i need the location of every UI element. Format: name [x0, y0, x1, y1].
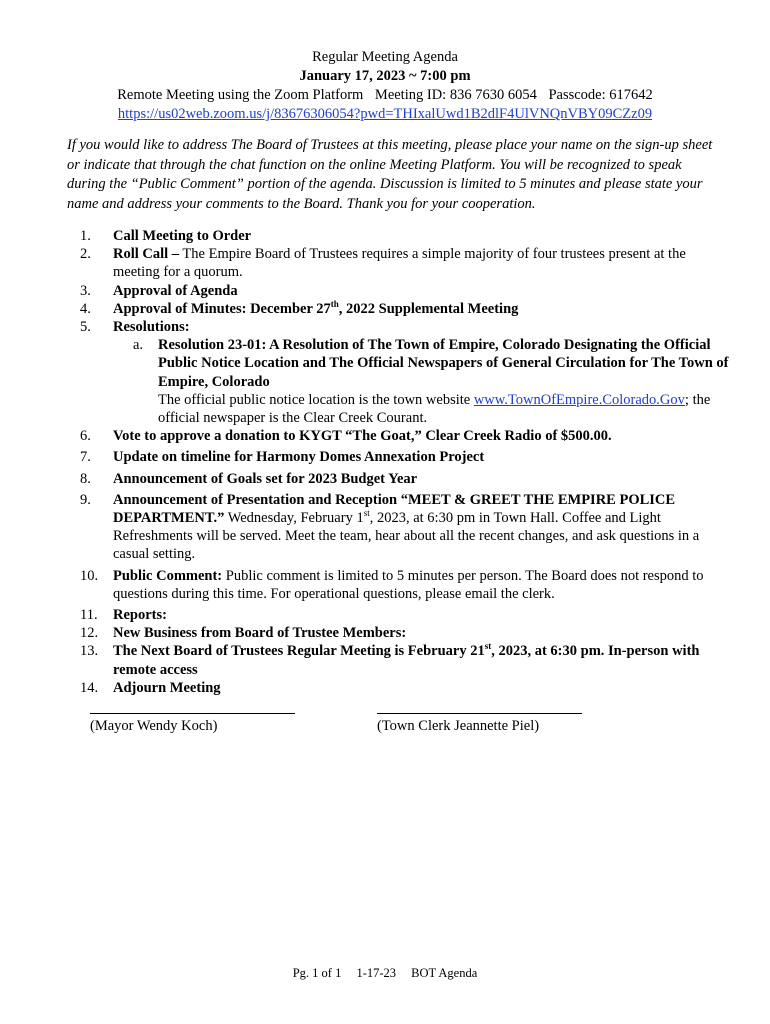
- agenda-item: [80, 470, 730, 488]
- item-number: 3.: [80, 282, 91, 299]
- agenda-item: [80, 318, 730, 427]
- item-title: [113, 298, 519, 317]
- clerk-signature-block: [377, 713, 582, 736]
- item-number: 4.: [80, 300, 91, 317]
- item-number: 7.: [80, 449, 91, 466]
- footer-date: 1-17-23: [356, 966, 397, 980]
- agenda-item: [80, 606, 730, 624]
- agenda-item: [80, 567, 730, 603]
- zoom-link[interactable]: https://us02web.zoom.us/j/83676306054?pwd=THIxalUwd1B2dlF4UlVNQnVBY09CZz09: [117, 106, 653, 122]
- agenda-list: [80, 227, 730, 697]
- footer-doc-name: BOT Agenda: [411, 966, 478, 980]
- item-title: Public Comment:: [113, 567, 223, 584]
- signature-line: [90, 713, 295, 714]
- subitem-letter: a.: [133, 337, 144, 354]
- meeting-id: Meeting ID: 836 7630 6054: [374, 87, 537, 103]
- item-number: 10.: [80, 567, 99, 584]
- agenda-item: [80, 227, 730, 245]
- item-number: 5.: [80, 319, 91, 336]
- item-title-part: Approval of Minutes: December 27: [113, 300, 331, 317]
- agenda-item: [80, 448, 730, 466]
- resolution-note-text: The official public notice location is the town website: [158, 391, 474, 408]
- public-comment-instructions: If you would like to address The Board of Trustees at this meeting, please place your name on the sign-up sheet or indicate that through the chat function on the online Meeting Platform. You will be recognized to speak during the “Public Comment” portion of the agenda. Discussion is limited to 5 minutes and please state your name and address your comments to the Board. Thank you for your cooperation.: [67, 137, 713, 212]
- page-footer: [0, 966, 770, 981]
- signature-line: [377, 713, 582, 714]
- item-number: 2.: [80, 246, 91, 263]
- agenda-item: [80, 642, 730, 678]
- ordinal-suffix: st: [363, 508, 370, 519]
- item-title-part: The Next Board of Trustees Regular Meeting is February 21: [113, 643, 485, 660]
- agenda-item: [80, 245, 730, 281]
- item-title: Roll Call –: [113, 246, 180, 263]
- ordinal-suffix: st: [484, 641, 492, 652]
- clerk-name: (Town Clerk Jeannette Piel): [377, 718, 540, 734]
- item-number: 6.: [80, 428, 91, 445]
- town-website-link[interactable]: www.TownOfEmpire.Colorado.Gov: [473, 391, 685, 408]
- item-title: Vote to approve a donation to KYGT “The Goat,” Clear Creek Radio of $500.00.: [113, 428, 612, 445]
- item-text: The Empire Board of Trustees requires a simple majority of four trustees present at the meeting for a quorum.: [113, 246, 686, 281]
- item-number: 13.: [80, 643, 99, 660]
- item-title: Approval of Agenda: [113, 282, 238, 299]
- item-number: 11.: [80, 607, 98, 624]
- remote-meeting-label: Remote Meeting using the Zoom Platform: [117, 87, 364, 103]
- agenda-header: [0, 48, 770, 124]
- mayor-name: (Mayor Wendy Koch): [90, 718, 218, 734]
- item-title: Announcement of Presentation and Reception “MEET & GREET THE EMPIRE POLICE DEPARTMENT.”: [113, 491, 676, 527]
- agenda-item: [80, 427, 730, 445]
- item-title: Update on timeline for Harmony Domes Annexation Project: [113, 449, 485, 466]
- ordinal-suffix: th: [330, 298, 339, 309]
- item-number: 12.: [80, 625, 99, 642]
- item-title-part: , 2022 Supplemental Meeting: [338, 300, 519, 317]
- page-number: Pg. 1 of 1: [292, 966, 342, 980]
- item-number: 8.: [80, 470, 91, 487]
- agenda-item: [80, 679, 730, 697]
- item-title-part: , 2023, at 6:30 pm. In-person with remote access: [113, 643, 700, 678]
- agenda-item: [80, 491, 730, 564]
- item-title: Resolutions:: [113, 319, 190, 336]
- item-title: New Business from Board of Trustee Members:: [113, 625, 407, 642]
- item-title: [113, 643, 699, 677]
- item-title: Announcement of Goals set for 2023 Budget Year: [113, 470, 418, 487]
- resolution-note: [158, 392, 710, 426]
- mayor-signature-block: [90, 713, 295, 736]
- item-text-part: Wednesday, February 1: [224, 510, 364, 527]
- remote-meeting-info: [0, 86, 770, 105]
- agenda-title: Regular Meeting Agenda: [312, 49, 458, 65]
- agenda-item: [80, 624, 730, 642]
- item-title: Reports:: [113, 607, 167, 624]
- item-title: Call Meeting to Order: [113, 228, 252, 244]
- resolution-note-text: ; the official newspaper is the Clear Creek Courant.: [158, 391, 711, 427]
- meeting-date-time: January 17, 2023 ~ 7:00 pm: [299, 68, 471, 84]
- item-text-part: , 2023, at 6:30 pm in Town Hall. Coffee and Light Refreshments will be served. Meet the team, hear about all the recent changes, and ask questions in a casual setting.: [113, 510, 700, 563]
- item-number: 1.: [80, 228, 91, 244]
- meeting-passcode: Passcode: 617642: [548, 87, 653, 103]
- resolution-subitem: [113, 336, 730, 427]
- item-text: Public comment is limited to 5 minutes per person. The Board does not respond to questions during this time. For operational questions, please email the clerk.: [113, 567, 704, 602]
- agenda-item: [80, 300, 730, 318]
- agenda-item: [80, 282, 730, 300]
- resolution-title: Resolution 23-01: A Resolution of The Town of Empire, Colorado Designating the Official Public Notice Location and The Official Newspapers of General Circulation for The Town of Empire, Colorado: [158, 337, 729, 390]
- item-number: 9.: [80, 491, 91, 508]
- item-title: Adjourn Meeting: [113, 679, 221, 696]
- item-number: 14.: [80, 679, 99, 696]
